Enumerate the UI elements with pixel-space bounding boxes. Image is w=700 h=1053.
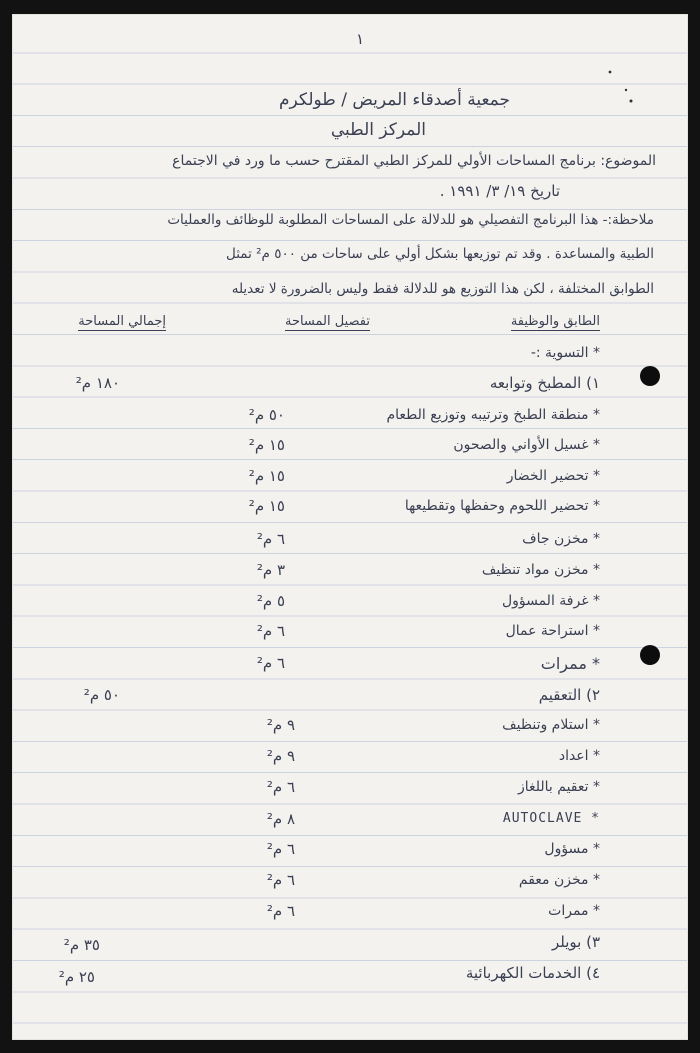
ink-specks bbox=[600, 68, 640, 108]
subject-line: الموضوع: برنامج المساحات الأولي للمركز الطبي المقترح حسب ما ورد في الاجتماع bbox=[172, 153, 656, 169]
note-line: الطبية والمساعدة . وقد تم توزيعها بشكل أولي على ساحات من ٥٠٠ م² تمثل bbox=[225, 246, 654, 262]
list-item-area: ١٥ م² bbox=[248, 436, 285, 454]
note-line: الطوابق المختلفة ، لكن هذا التوزيع هو للدلالة فقط وليس بالضرورة لا تعديله bbox=[231, 281, 654, 297]
list-item-area: ٩ م² bbox=[266, 716, 295, 734]
list-item-area: ٦ م² bbox=[256, 654, 285, 672]
list-item-area: ٦ م² bbox=[266, 902, 295, 920]
list-item-area: ١٥ م² bbox=[248, 467, 285, 485]
list-item: * مخزن معقم bbox=[518, 872, 600, 888]
list-item-area: ١٥ م² bbox=[248, 497, 285, 515]
punch-hole bbox=[640, 366, 660, 386]
list-item: * ممرات bbox=[540, 654, 600, 673]
section-total: ٣٥ م² bbox=[63, 936, 100, 954]
list-item: * تعقيم باللغاز bbox=[517, 779, 600, 795]
list-item: * مخزن جاف bbox=[522, 531, 600, 547]
list-item: * ممرات bbox=[548, 903, 600, 919]
list-item-area: ٩ م² bbox=[266, 747, 295, 765]
list-item-area: ٥ م² bbox=[256, 592, 285, 610]
section-total: ٥٠ م² bbox=[83, 686, 120, 704]
list-item: * استلام وتنظيف bbox=[502, 717, 600, 733]
section-title: ٣) بويلر bbox=[551, 933, 600, 951]
list-item-area: ٦ م² bbox=[266, 840, 295, 858]
list-item: * استراحة عمال bbox=[505, 623, 600, 639]
list-item: * منطقة الطبخ وترتيبه وتوزيع الطعام bbox=[386, 407, 600, 423]
list-item-area: ٦ م² bbox=[266, 778, 295, 796]
list-item: * اعداد bbox=[558, 748, 600, 764]
list-item: * مسؤول bbox=[544, 841, 600, 857]
section-title: ٢) التعقيم bbox=[538, 686, 600, 704]
list-item: * غسيل الأواني والصحون bbox=[453, 437, 600, 453]
section-total: ١٨٠ م² bbox=[75, 374, 120, 392]
floor-label: * التسوية :- bbox=[530, 345, 600, 361]
punch-hole bbox=[640, 645, 660, 665]
organization-title: جمعية أصدقاء المريض / طولكرم bbox=[279, 90, 510, 110]
list-item: * تحضير اللحوم وحفظها وتقطيعها bbox=[404, 498, 600, 514]
list-item: * مخزن مواد تنظيف bbox=[481, 562, 600, 578]
column-header-total: إجمالي المساحة bbox=[78, 314, 166, 329]
page-number: ١ bbox=[356, 30, 365, 48]
date-line: تاريخ ١٩/ ٣/ ١٩٩١ . bbox=[439, 182, 560, 200]
list-item: * غرفة المسؤول bbox=[501, 593, 600, 609]
section-total: ٢٥ م² bbox=[58, 968, 95, 986]
section-title: ١) المطبخ وتوابعه bbox=[489, 374, 600, 392]
center-title: المركز الطبي bbox=[330, 120, 426, 140]
list-item-area: ٦ م² bbox=[256, 622, 285, 640]
note-line: ملاحظة:- هذا البرنامج التفصيلي هو للدلالة على المساحات المطلوبة للوظائف والعمليات bbox=[167, 212, 654, 228]
list-item-area: ٥٠ م² bbox=[248, 406, 285, 424]
list-item-area: ٣ م² bbox=[256, 561, 285, 579]
column-header-detail: تفصيل المساحة bbox=[284, 314, 370, 329]
list-item: * تحضير الخضار bbox=[506, 468, 600, 484]
list-item-area: ٨ م² bbox=[266, 810, 295, 828]
list-item-area: ٦ م² bbox=[256, 530, 285, 548]
list-item-area: ٦ م² bbox=[266, 871, 295, 889]
column-header-function: الطابق والوظيفة bbox=[510, 314, 600, 329]
section-title: ٤) الخدمات الكهربائية bbox=[465, 964, 600, 982]
list-item: AUTOCLAVE * bbox=[502, 811, 600, 826]
